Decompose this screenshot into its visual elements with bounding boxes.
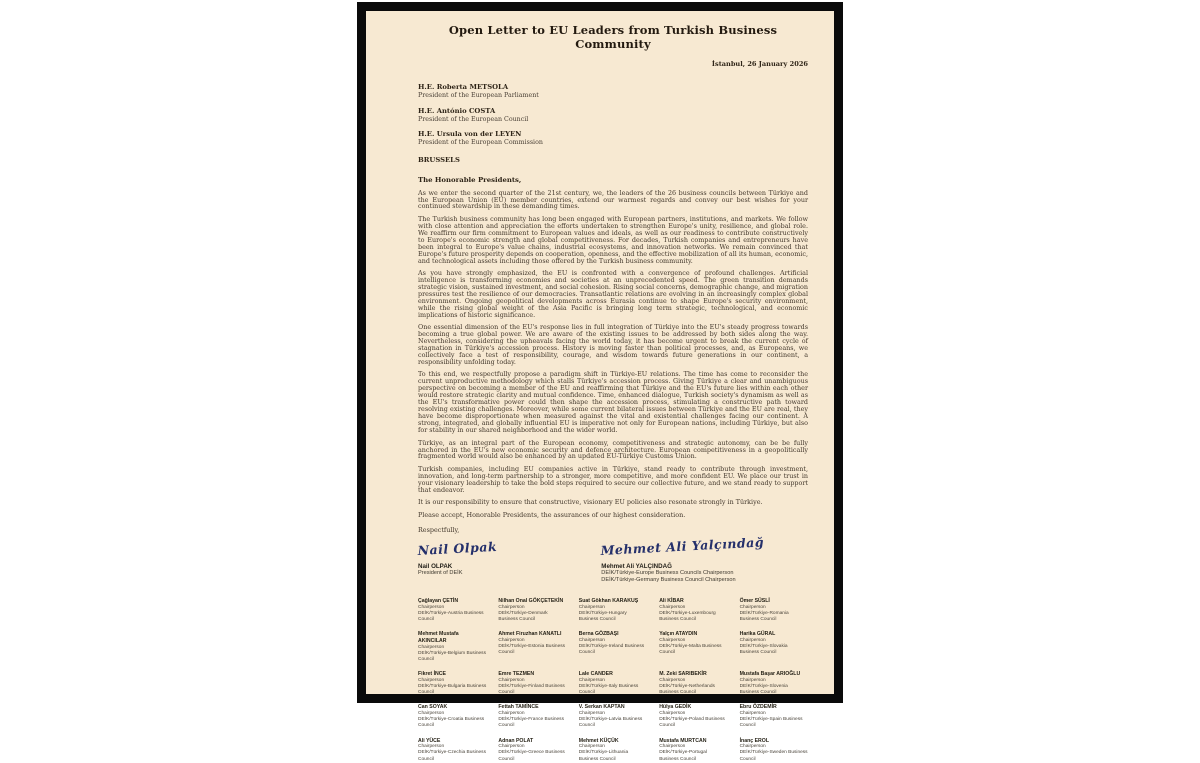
signatory-role: Chairperson — [578, 744, 605, 750]
signatory-cell — [498, 631, 566, 663]
signatory-printed-name: Mehmet Ali YALÇINDAĞ — [601, 562, 672, 570]
handwritten-signature-yalcindag: Mehmet Ali Yalçındağ — [600, 534, 765, 558]
closing-line: Respectfully, — [418, 525, 460, 534]
signatory-name: Emre TEZMEN — [498, 671, 535, 678]
recipient-name: H.E. Ursula von der LEYEN — [418, 130, 522, 139]
recipient-block — [418, 107, 808, 124]
body-paragraph: As you have strongly emphasized, the EU is confronted with a convergence of profound challenges. Artificial intelligence is transforming economies and societies at an unprecedented speed. The green transition demands strategic vision, sustained investment, and social cohesion. Rising social concerns, demographic change, and migration pressures test the resilience of our democracies. Transatlantic relations are evolving in an increasingly complex global environment. Ongoing geopolitical developments across Eurasia continue to shape Europe's security environment, while the rising global weight of the Asia Pacific is bringing long term strategic, technological, and economic implications of historic significance. — [418, 269, 808, 319]
signatory-name: Hülya GEDİK — [659, 704, 692, 711]
recipient-name: H.E. António COSTA — [418, 106, 496, 115]
signatory-council: DEİK/Türkiye-Romania Business Council — [739, 611, 789, 623]
body-paragraph: One essential dimension of the EU's response lies in full integration of Türkiye into the EU's steady progress towards becoming a true global power. We are aware of the existing issues to be addressed by both sides along the way. Nevertheless, considering the upheavals facing the world today, it has become urgent to break the current cycle of stagnation in Türkiye's accession process. History is moving faster than political processes, and, as Europeans, we collectively face a test of responsibility, courage, and wisdom towards future generations in our continent, a responsibility unfolding today. — [418, 323, 808, 367]
signatory-council: DEİK/Türkiye-France Business Council — [498, 717, 564, 729]
signatory-cell — [418, 631, 486, 663]
signatory-council: DEİK/Türkiye-Hungary Business Council — [578, 611, 627, 623]
signatory-role: Chairperson — [498, 605, 525, 611]
signatory-cell — [740, 598, 808, 623]
signature-block-yalcindag — [600, 534, 808, 586]
signatory-role: Chairperson — [739, 744, 766, 750]
signatory-cell — [659, 631, 727, 663]
signatory-role: Chairperson — [659, 711, 686, 717]
signatory-cell — [740, 631, 808, 663]
signatory-name: Ömer SÜSLİ — [739, 598, 770, 605]
signatory-council: DEİK/Türkiye-Netherlands Business Council — [659, 684, 715, 696]
signatory-role: Chairperson — [498, 638, 525, 644]
signatory-role: Chairperson — [578, 638, 605, 644]
signatory-cell — [579, 631, 647, 663]
signatory-name: Çağlayan ÇETİN — [418, 598, 459, 605]
signatory-name: Lale CANDER — [578, 671, 613, 678]
recipient-block — [418, 130, 808, 147]
signatory-cell — [659, 738, 727, 763]
signatory-cell — [418, 671, 486, 696]
signatory-name: Suat Gökhan KARAKUŞ — [578, 598, 639, 605]
signatory-name: Adnan POLAT — [498, 737, 534, 744]
signatory-cell — [579, 704, 647, 729]
signatory-council: DEİK/Türkiye-Greece Business Council — [498, 750, 565, 762]
signatory-council: DEİK/Türkiye-Latvia Business Council — [578, 717, 643, 729]
signatory-role: Chairperson — [739, 711, 766, 717]
signatory-council: DEİK/Türkiye-Sweden Business Council — [739, 750, 808, 762]
recipient-title: President of the European Parliament — [418, 91, 539, 99]
signatory-name: Mustafa MURTCAN — [659, 737, 707, 744]
signatory-name: Mehmet KÜÇÜK — [578, 737, 619, 744]
signatory-cell — [498, 671, 566, 696]
salutation: The Honorable Presidents, — [418, 176, 522, 185]
signatory-role: Chairperson — [418, 678, 445, 684]
signatory-name: Nilhan Onal GÖKÇETEKİN — [498, 598, 564, 605]
signatory-name: Can SOYAK — [418, 704, 448, 711]
signatory-name: Ali YÜCE — [418, 737, 441, 744]
signatory-role: Chairperson — [498, 744, 525, 750]
signatory-name: Ahmet Firuzhan KANATLI — [498, 631, 562, 638]
signatory-role: Chairperson — [659, 678, 686, 684]
signatory-cell — [659, 704, 727, 729]
signatory-role: Chairperson — [418, 605, 445, 611]
body-paragraph: To this end, we respectfully propose a paradigm shift in Türkiye-EU relations. The time has come to reconsider the current unproductive methodology which stalls Türkiye's accession process. Giving Türkiye a clear and unambiguous perspective on becoming a member of the EU and reaffirming that Türkiye and the EU's future lies within each other would restore strategic clarity and mutual confidence. Time, enhanced dialogue, Turkish society's dynamism as well as the EU's transformative power could then shape the accession process, stimulating a constructive path toward resolving existing challenges. Moreover, while some current bilateral issues between Türkiye and the EU are real, they have become disproportionate when measured against the vital and existential challenges facing our continent. A strong, integrated, and globally influential EU is imperative not only for European nations, including Türkiye, but also for stability in our shared neighborhood and the wider world. — [418, 370, 808, 435]
body-paragraph: Please accept, Honorable Presidents, the assurances of our highest consideration. — [418, 510, 686, 519]
signatory-role: Chairperson — [578, 678, 605, 684]
signatory-role: Chairperson — [659, 744, 686, 750]
signatory-council: DEİK/Türkiye-Austria Business Council — [418, 611, 484, 623]
signatory-cell — [740, 704, 808, 729]
signatory-printed-title: President of DEİK — [418, 569, 463, 576]
signatory-cell — [418, 704, 486, 729]
signatory-name: Mehmet Mustafa AKINCILAR — [418, 631, 459, 645]
signatory-role: Chairperson — [739, 678, 766, 684]
signatory-role: Chairperson — [418, 711, 445, 717]
recipients-block — [418, 83, 808, 147]
signatory-role: Chairperson — [498, 711, 525, 717]
letter-paper — [366, 11, 834, 762]
letter-title: Open Letter to EU Leaders from Turkish Business Community — [448, 23, 778, 51]
signatory-cell — [659, 671, 727, 696]
signature-block-olpak — [417, 538, 601, 586]
signatory-printed-title: DEİK/Türkiye-Germany Business Council Chairperson — [601, 577, 736, 584]
signatory-cell — [740, 738, 808, 763]
signatory-cell — [579, 598, 647, 623]
city-line: BRUSSELS — [418, 156, 460, 165]
signatory-council: DEİK/Türkiye-Spain Business Council — [739, 717, 803, 729]
handwritten-signature-olpak: Nail Olpak — [417, 538, 498, 558]
signatory-role: Chairperson — [578, 711, 605, 717]
signatory-name: Ali KİBAR — [659, 598, 684, 605]
signatory-council: DEİK/Türkiye-Luxembourg Business Council — [659, 611, 716, 623]
recipient-title: President of the European Council — [418, 115, 529, 123]
signatory-printed-title: DEİK/Türkiye-Europe Business Councils Chairperson — [601, 569, 734, 576]
signature-area — [417, 534, 808, 586]
signatory-council: DEİK/Türkiye-Slovakia Business Council — [739, 644, 788, 656]
signatory-council: DEİK/Türkiye-Belgium Business Council — [418, 651, 486, 663]
signatory-role: Chairperson — [659, 605, 686, 611]
signatory-printed-name: Nail OLPAK — [418, 562, 453, 570]
signatory-council: DEİK/Türkiye-Poland Business Council — [659, 717, 725, 729]
body-paragraph: It is our responsibility to ensure that constructive, visionary EU policies also resonate strongly in Türkiye. — [418, 498, 763, 507]
signatory-name: Fikret İNCE — [418, 671, 446, 678]
signatory-cell — [579, 738, 647, 763]
signatory-name: Fettah TAMİNCE — [498, 704, 539, 711]
signatory-role: Chairperson — [659, 638, 686, 644]
signatory-cell — [659, 598, 727, 623]
signatory-name: Mustafa Başar ARIOĞLU — [739, 671, 801, 678]
signatory-council: DEİK/Türkiye-Portugal Business Council — [659, 750, 707, 762]
letter-dateline: İstanbul, 26 January 2026 — [711, 60, 808, 68]
body-paragraph: As we enter the second quarter of the 21st century, we, the leaders of the 26 business councils between Türkiye and the European Union (EU) member countries, extend our warmest regards and convey our best wishes for your continued stewardship in these demanding times. — [418, 188, 808, 211]
signatories-grid — [418, 598, 808, 762]
signatory-council: DEİK/Türkiye-Croatia Business Council — [418, 717, 485, 729]
signatory-council: DEİK/Türkiye-Estonia Business Council — [498, 644, 566, 656]
signatory-council: DEİK/Türkiye-Lithuania Business Council — [578, 750, 629, 762]
signatory-council: DEİK/Türkiye-Italy Business Council — [578, 684, 639, 696]
recipient-title: President of the European Commission — [418, 139, 543, 147]
body-paragraph: Türkiye, as an integral part of the European economy, competitiveness and strategic autonomy, can be be fully anchored in the EU's new economic security and defence architecture. European competitiveness in a geopolitically fragmented world would also be enhanced by an updated EU-Türkiye Customs Union. — [418, 438, 808, 461]
letter-body — [418, 190, 808, 519]
signatory-cell — [579, 671, 647, 696]
body-paragraph: The Turkish business community has long been engaged with European partners, institutions, and markets. We follow with close attention and appreciation the efforts undertaken to strengthen Europe's unity, resilience, and global role. We reaffirm our firm commitment to European values and ideals, as well as our readiness to contribute constructively to Europe's economic strength and global competitiveness. For decades, Turkish companies and entrepreneurs have been integral to Europe's value chains, industrial ecosystems, and innovation networks. We remain convinced that Europe's future prosperity depends on cooperation, openness, and the effective mobilization of all its human, economic, and technological assets including those offered by the Turkish business community. — [418, 214, 808, 265]
signatory-council: DEİK/Türkiye-Malta Business Council — [659, 644, 722, 656]
signatory-council: DEİK/Türkiye-Finland Business Council — [498, 684, 565, 696]
signatory-cell — [740, 671, 808, 696]
signatory-council: DEİK/Türkiye-Czechia Business Council — [418, 750, 486, 762]
signatory-cell — [418, 598, 486, 623]
signatory-name: Berna GÖZBAŞI — [578, 631, 619, 638]
signatory-council: DEİK/Türkiye-Denmark Business Council — [498, 611, 548, 623]
recipient-name: H.E. Roberta METSOLA — [418, 83, 509, 91]
signatory-council: DEİK/Türkiye-Ireland Business Council — [578, 644, 645, 656]
letter-frame — [357, 2, 843, 762]
signatory-name: V. Serkan KAPTAN — [578, 704, 625, 711]
signatory-cell — [498, 598, 566, 623]
signatory-cell — [498, 738, 566, 763]
signatory-name: M. Zeki SARIBEKİR — [659, 671, 707, 678]
signatory-cell — [498, 704, 566, 729]
body-paragraph: Turkish companies, including EU companies active in Türkiye, stand ready to contribute through investment, innovation, and long-term partnership to a stronger, more competitive, and more confident EU. We place our trust in your visionary leadership to take the bold steps required to secure our collective future, and we stand ready to support that endeavor. — [418, 464, 808, 494]
signatory-role: Chairperson — [418, 644, 445, 650]
signatory-name: Yalçın ATAYDIN — [659, 631, 698, 638]
signatory-role: Chairperson — [578, 605, 605, 611]
signatory-role: Chairperson — [739, 605, 766, 611]
signatory-cell — [418, 738, 486, 763]
signatory-role: Chairperson — [739, 638, 766, 644]
signatory-council: DEİK/Türkiye-Slovenia Business Council — [739, 684, 788, 696]
signatory-council: DEİK/Türkiye-Bulgaria Business Council — [418, 684, 487, 696]
signatory-role: Chairperson — [498, 678, 525, 684]
signatory-name: İnanç EROL — [739, 737, 769, 744]
signatory-name: Ebru ÖZDEMİR — [739, 704, 777, 711]
recipient-block — [418, 83, 808, 100]
signatory-name: Harika GÜRAL — [739, 631, 776, 638]
signatory-role: Chairperson — [418, 744, 445, 750]
